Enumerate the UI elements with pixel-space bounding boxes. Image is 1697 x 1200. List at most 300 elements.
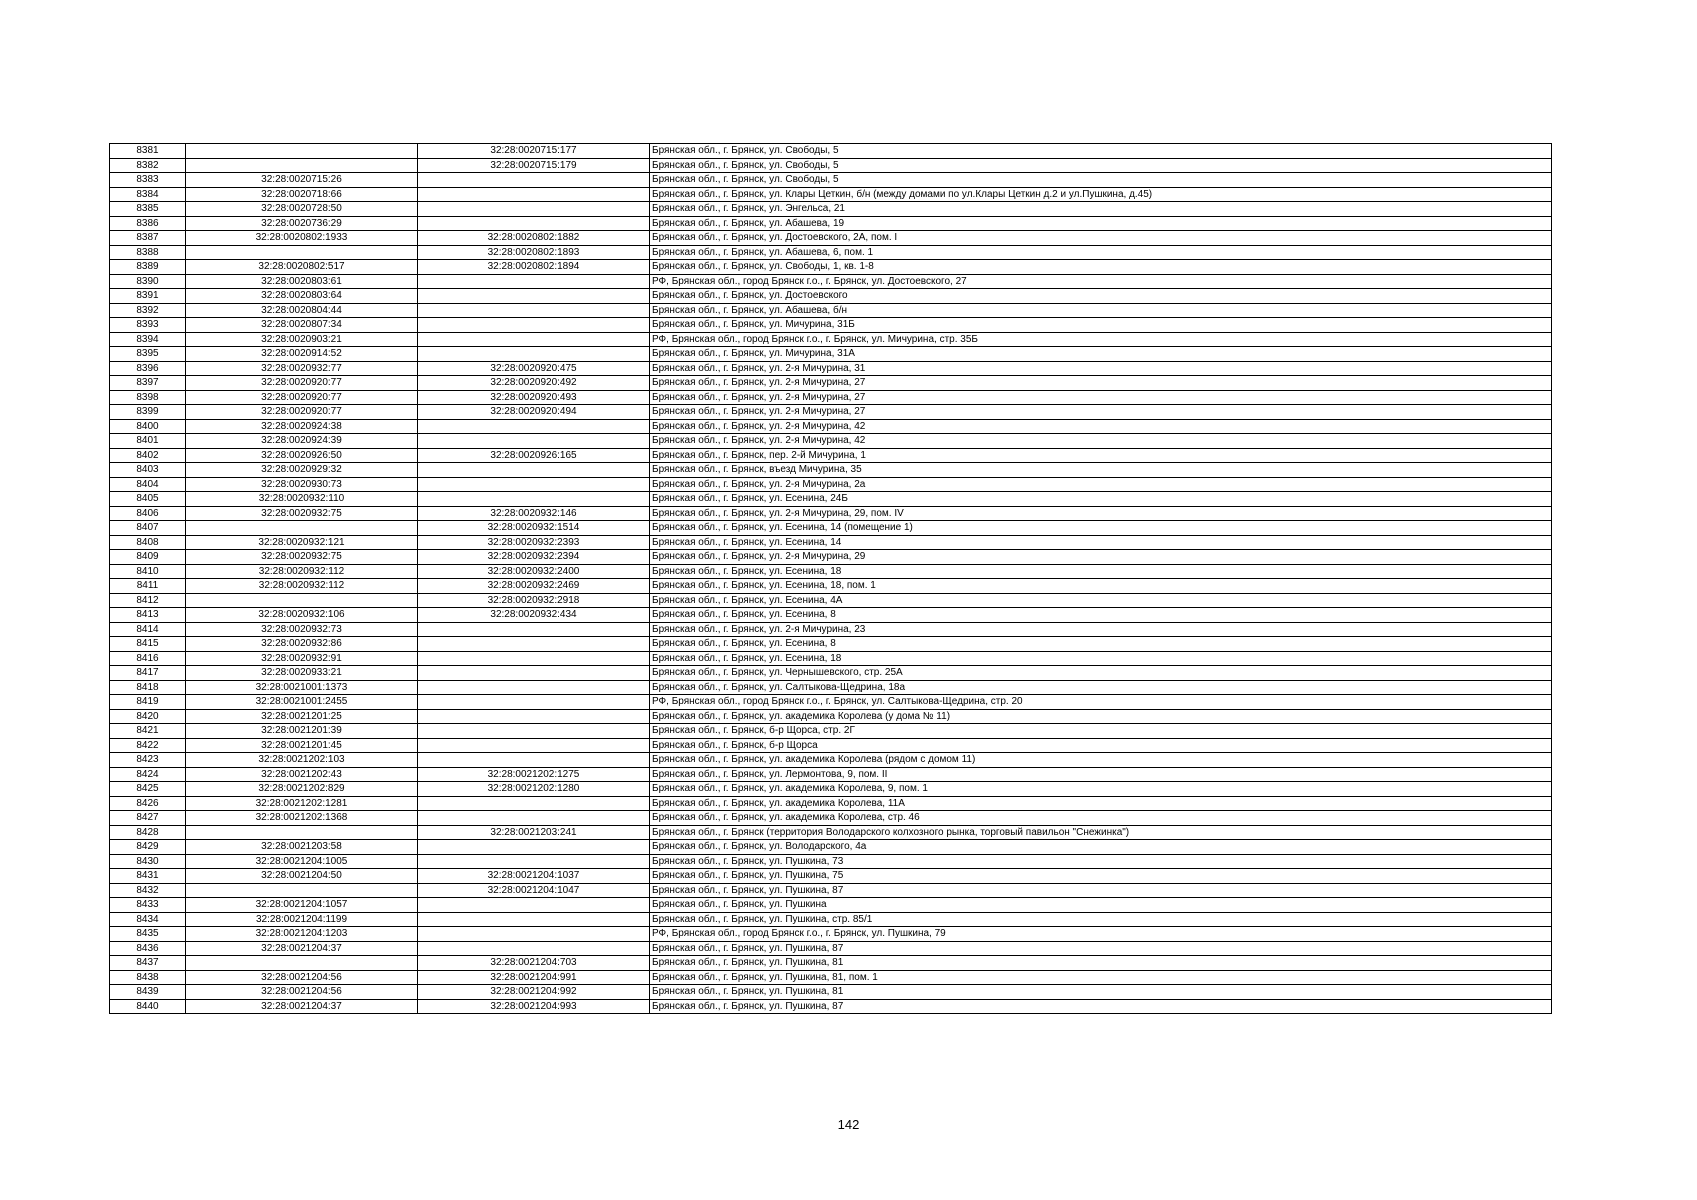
row-number-cell: 8408 bbox=[110, 535, 186, 550]
object-cadastral-number-cell bbox=[418, 173, 650, 188]
row-number-cell: 8419 bbox=[110, 695, 186, 710]
table-row bbox=[110, 666, 1552, 681]
address-cell: Брянская обл., г. Брянск, ул. Абашева, 6, пом. 1 bbox=[650, 245, 1552, 260]
table-row bbox=[110, 782, 1552, 797]
row-number-cell: 8392 bbox=[110, 303, 186, 318]
address-cell: Брянская обл., г. Брянск, ул. Есенина, 8 bbox=[650, 608, 1552, 623]
row-number-cell: 8415 bbox=[110, 637, 186, 652]
address-cell: Брянская обл., г. Брянск, ул. академика Королева (рядом с домом 11) bbox=[650, 753, 1552, 768]
row-number-cell: 8433 bbox=[110, 898, 186, 913]
row-number-cell: 8434 bbox=[110, 912, 186, 927]
table-row bbox=[110, 854, 1552, 869]
object-cadastral-number-cell: 32:28:0020932:1514 bbox=[418, 521, 650, 536]
row-number-cell: 8403 bbox=[110, 463, 186, 478]
object-cadastral-number-cell bbox=[418, 202, 650, 217]
table-row bbox=[110, 477, 1552, 492]
address-cell: Брянская обл., г. Брянск, ул. Есенина, 14 bbox=[650, 535, 1552, 550]
table-row bbox=[110, 535, 1552, 550]
land-cadastral-number-cell: 32:28:0020920:77 bbox=[186, 376, 418, 391]
land-cadastral-number-cell: 32:28:0020920:77 bbox=[186, 390, 418, 405]
address-cell: Брянская обл., г. Брянск, ул. Пушкина, 87 bbox=[650, 999, 1552, 1014]
land-cadastral-number-cell bbox=[186, 521, 418, 536]
object-cadastral-number-cell bbox=[418, 854, 650, 869]
land-cadastral-number-cell: 32:28:0020933:21 bbox=[186, 666, 418, 681]
object-cadastral-number-cell bbox=[418, 347, 650, 362]
object-cadastral-number-cell bbox=[418, 419, 650, 434]
land-cadastral-number-cell: 32:28:0020803:61 bbox=[186, 274, 418, 289]
land-cadastral-number-cell: 32:28:0020932:75 bbox=[186, 550, 418, 565]
table-row bbox=[110, 289, 1552, 304]
address-cell: Брянская обл., г. Брянск, ул. Есенина, 18 bbox=[650, 651, 1552, 666]
land-cadastral-number-cell: 32:28:0020932:77 bbox=[186, 361, 418, 376]
row-number-cell: 8427 bbox=[110, 811, 186, 826]
address-cell: Брянская обл., г. Брянск, ул. Пушкина bbox=[650, 898, 1552, 913]
row-number-cell: 8393 bbox=[110, 318, 186, 333]
table-row bbox=[110, 564, 1552, 579]
row-number-cell: 8409 bbox=[110, 550, 186, 565]
address-cell: Брянская обл., г. Брянск, ул. Достоевского bbox=[650, 289, 1552, 304]
object-cadastral-number-cell: 32:28:0021202:1275 bbox=[418, 767, 650, 782]
address-cell: Брянская обл., г. Брянск, ул. Есенина, 14 (помещение 1) bbox=[650, 521, 1552, 536]
table-row bbox=[110, 912, 1552, 927]
object-cadastral-number-cell: 32:28:0021203:241 bbox=[418, 825, 650, 840]
row-number-cell: 8426 bbox=[110, 796, 186, 811]
table-row bbox=[110, 318, 1552, 333]
object-cadastral-number-cell: 32:28:0020932:146 bbox=[418, 506, 650, 521]
address-cell: Брянская обл., г. Брянск, ул. 2-я Мичурина, 42 bbox=[650, 419, 1552, 434]
table-row bbox=[110, 260, 1552, 275]
table-row bbox=[110, 753, 1552, 768]
row-number-cell: 8414 bbox=[110, 622, 186, 637]
address-cell: Брянская обл., г. Брянск, ул. Достоевского, 2А, пом. I bbox=[650, 231, 1552, 246]
object-cadastral-number-cell: 32:28:0021204:1037 bbox=[418, 869, 650, 884]
address-cell: Брянская обл., г. Брянск, ул. Свободы, 5 bbox=[650, 144, 1552, 159]
land-cadastral-number-cell: 32:28:0020903:21 bbox=[186, 332, 418, 347]
object-cadastral-number-cell: 32:28:0020802:1882 bbox=[418, 231, 650, 246]
address-cell: РФ, Брянская обл., город Брянск г.о., г. Брянск, ул. Мичурина, стр. 35Б bbox=[650, 332, 1552, 347]
row-number-cell: 8430 bbox=[110, 854, 186, 869]
row-number-cell: 8435 bbox=[110, 927, 186, 942]
address-cell: Брянская обл., г. Брянск, ул. 2-я Мичурина, 42 bbox=[650, 434, 1552, 449]
table-row bbox=[110, 376, 1552, 391]
land-cadastral-number-cell: 32:28:0020932:106 bbox=[186, 608, 418, 623]
object-cadastral-number-cell: 32:28:0020715:179 bbox=[418, 158, 650, 173]
address-cell: Брянская обл., г. Брянск, б-р Щорса bbox=[650, 738, 1552, 753]
table-row bbox=[110, 347, 1552, 362]
object-cadastral-number-cell: 32:28:0020932:2918 bbox=[418, 593, 650, 608]
address-cell: Брянская обл., г. Брянск, б-р Щорса, стр. 2Г bbox=[650, 724, 1552, 739]
land-cadastral-number-cell: 32:28:0020715:26 bbox=[186, 173, 418, 188]
table-row bbox=[110, 840, 1552, 855]
land-cadastral-number-cell: 32:28:0021204:1199 bbox=[186, 912, 418, 927]
table-row bbox=[110, 390, 1552, 405]
object-cadastral-number-cell: 32:28:0020932:2393 bbox=[418, 535, 650, 550]
object-cadastral-number-cell: 32:28:0021204:993 bbox=[418, 999, 650, 1014]
row-number-cell: 8396 bbox=[110, 361, 186, 376]
registry-table-body bbox=[110, 144, 1552, 1014]
address-cell: Брянская обл., г. Брянск, пер. 2-й Мичурина, 1 bbox=[650, 448, 1552, 463]
address-cell: Брянская обл., г. Брянск, ул. 2-я Мичурина, 23 bbox=[650, 622, 1552, 637]
address-cell: Брянская обл., г. Брянск, ул. Есенина, 4А bbox=[650, 593, 1552, 608]
land-cadastral-number-cell: 32:28:0020932:121 bbox=[186, 535, 418, 550]
table-row bbox=[110, 593, 1552, 608]
object-cadastral-number-cell bbox=[418, 434, 650, 449]
object-cadastral-number-cell bbox=[418, 941, 650, 956]
object-cadastral-number-cell: 32:28:0020802:1894 bbox=[418, 260, 650, 275]
object-cadastral-number-cell bbox=[418, 840, 650, 855]
address-cell: Брянская обл., г. Брянск, ул. 2-я Мичурина, 29, пом. IV bbox=[650, 506, 1552, 521]
table-row bbox=[110, 361, 1552, 376]
object-cadastral-number-cell: 32:28:0020932:434 bbox=[418, 608, 650, 623]
table-row bbox=[110, 738, 1552, 753]
row-number-cell: 8417 bbox=[110, 666, 186, 681]
row-number-cell: 8424 bbox=[110, 767, 186, 782]
table-row bbox=[110, 521, 1552, 536]
table-row bbox=[110, 158, 1552, 173]
table-row bbox=[110, 637, 1552, 652]
address-cell: Брянская обл., г. Брянск, ул. Есенина, 18 bbox=[650, 564, 1552, 579]
land-cadastral-number-cell: 32:28:0021202:1368 bbox=[186, 811, 418, 826]
address-cell: Брянская обл., г. Брянск, ул. 2-я Мичурина, 29 bbox=[650, 550, 1552, 565]
land-cadastral-number-cell bbox=[186, 825, 418, 840]
table-row bbox=[110, 448, 1552, 463]
object-cadastral-number-cell: 32:28:0021204:703 bbox=[418, 956, 650, 971]
address-cell: Брянская обл., г. Брянск, ул. 2-я Мичурина, 27 bbox=[650, 376, 1552, 391]
row-number-cell: 8412 bbox=[110, 593, 186, 608]
row-number-cell: 8420 bbox=[110, 709, 186, 724]
land-cadastral-number-cell: 32:28:0020932:112 bbox=[186, 564, 418, 579]
land-cadastral-number-cell: 32:28:0021202:1281 bbox=[186, 796, 418, 811]
table-row bbox=[110, 985, 1552, 1000]
land-cadastral-number-cell: 32:28:0021204:50 bbox=[186, 869, 418, 884]
object-cadastral-number-cell: 32:28:0020932:2400 bbox=[418, 564, 650, 579]
object-cadastral-number-cell bbox=[418, 274, 650, 289]
row-number-cell: 8439 bbox=[110, 985, 186, 1000]
object-cadastral-number-cell bbox=[418, 492, 650, 507]
address-cell: Брянская обл., г. Брянск, ул. 2-я Мичурина, 27 bbox=[650, 405, 1552, 420]
table-row bbox=[110, 144, 1552, 159]
table-row bbox=[110, 216, 1552, 231]
land-cadastral-number-cell: 32:28:0020807:34 bbox=[186, 318, 418, 333]
object-cadastral-number-cell bbox=[418, 680, 650, 695]
land-cadastral-number-cell: 32:28:0020920:77 bbox=[186, 405, 418, 420]
table-row bbox=[110, 680, 1552, 695]
address-cell: Брянская обл., г. Брянск, ул. Володарского, 4а bbox=[650, 840, 1552, 855]
object-cadastral-number-cell: 32:28:0020932:2469 bbox=[418, 579, 650, 594]
table-row bbox=[110, 811, 1552, 826]
object-cadastral-number-cell bbox=[418, 289, 650, 304]
land-cadastral-number-cell: 32:28:0020932:73 bbox=[186, 622, 418, 637]
object-cadastral-number-cell bbox=[418, 216, 650, 231]
object-cadastral-number-cell: 32:28:0021204:992 bbox=[418, 985, 650, 1000]
row-number-cell: 8413 bbox=[110, 608, 186, 623]
object-cadastral-number-cell bbox=[418, 796, 650, 811]
address-cell: Брянская обл., г. Брянск, ул. Пушкина, стр. 85/1 bbox=[650, 912, 1552, 927]
object-cadastral-number-cell: 32:28:0020920:494 bbox=[418, 405, 650, 420]
land-cadastral-number-cell: 32:28:0020932:75 bbox=[186, 506, 418, 521]
row-number-cell: 8405 bbox=[110, 492, 186, 507]
object-cadastral-number-cell: 32:28:0020932:2394 bbox=[418, 550, 650, 565]
table-row bbox=[110, 303, 1552, 318]
table-row bbox=[110, 941, 1552, 956]
land-cadastral-number-cell: 32:28:0021204:1203 bbox=[186, 927, 418, 942]
row-number-cell: 8397 bbox=[110, 376, 186, 391]
land-cadastral-number-cell bbox=[186, 158, 418, 173]
table-row bbox=[110, 506, 1552, 521]
land-cadastral-number-cell: 32:28:0021202:43 bbox=[186, 767, 418, 782]
land-cadastral-number-cell bbox=[186, 144, 418, 159]
object-cadastral-number-cell: 32:28:0021204:1047 bbox=[418, 883, 650, 898]
table-row bbox=[110, 332, 1552, 347]
address-cell: РФ, Брянская обл., город Брянск г.о., г. Брянск, ул. Достоевского, 27 bbox=[650, 274, 1552, 289]
table-row bbox=[110, 434, 1552, 449]
object-cadastral-number-cell bbox=[418, 912, 650, 927]
land-cadastral-number-cell: 32:28:0020736:29 bbox=[186, 216, 418, 231]
object-cadastral-number-cell bbox=[418, 332, 650, 347]
registry-table bbox=[109, 143, 1552, 1014]
land-cadastral-number-cell: 32:28:0021202:829 bbox=[186, 782, 418, 797]
object-cadastral-number-cell bbox=[418, 318, 650, 333]
object-cadastral-number-cell bbox=[418, 651, 650, 666]
address-cell: Брянская обл., г. Брянск, ул. 2-я Мичурина, 2а bbox=[650, 477, 1552, 492]
address-cell: Брянская обл., г. Брянск, ул. Пушкина, 81, пом. 1 bbox=[650, 970, 1552, 985]
object-cadastral-number-cell: 32:28:0020926:165 bbox=[418, 448, 650, 463]
object-cadastral-number-cell bbox=[418, 724, 650, 739]
land-cadastral-number-cell: 32:28:0020932:86 bbox=[186, 637, 418, 652]
land-cadastral-number-cell: 32:28:0021201:25 bbox=[186, 709, 418, 724]
land-cadastral-number-cell: 32:28:0020728:50 bbox=[186, 202, 418, 217]
row-number-cell: 8406 bbox=[110, 506, 186, 521]
row-number-cell: 8381 bbox=[110, 144, 186, 159]
land-cadastral-number-cell: 32:28:0021204:1005 bbox=[186, 854, 418, 869]
row-number-cell: 8384 bbox=[110, 187, 186, 202]
table-row bbox=[110, 767, 1552, 782]
address-cell: Брянская обл., г. Брянск, ул. Салтыкова-Щедрина, 18а bbox=[650, 680, 1552, 695]
land-cadastral-number-cell bbox=[186, 883, 418, 898]
row-number-cell: 8432 bbox=[110, 883, 186, 898]
table-row bbox=[110, 173, 1552, 188]
land-cadastral-number-cell: 32:28:0020802:517 bbox=[186, 260, 418, 275]
land-cadastral-number-cell: 32:28:0020802:1933 bbox=[186, 231, 418, 246]
row-number-cell: 8401 bbox=[110, 434, 186, 449]
row-number-cell: 8422 bbox=[110, 738, 186, 753]
address-cell: РФ, Брянская обл., город Брянск г.о., г. Брянск, ул. Пушкина, 79 bbox=[650, 927, 1552, 942]
land-cadastral-number-cell: 32:28:0021001:2455 bbox=[186, 695, 418, 710]
table-row bbox=[110, 883, 1552, 898]
row-number-cell: 8436 bbox=[110, 941, 186, 956]
object-cadastral-number-cell bbox=[418, 463, 650, 478]
object-cadastral-number-cell bbox=[418, 709, 650, 724]
object-cadastral-number-cell: 32:28:0020920:475 bbox=[418, 361, 650, 376]
table-row bbox=[110, 419, 1552, 434]
row-number-cell: 8387 bbox=[110, 231, 186, 246]
address-cell: Брянская обл., г. Брянск, ул. 2-я Мичурина, 27 bbox=[650, 390, 1552, 405]
table-row bbox=[110, 825, 1552, 840]
row-number-cell: 8400 bbox=[110, 419, 186, 434]
address-cell: Брянская обл., г. Брянск, ул. Пушкина, 87 bbox=[650, 941, 1552, 956]
address-cell: Брянская обл., г. Брянск, ул. академика Королева (у дома № 11) bbox=[650, 709, 1552, 724]
row-number-cell: 8437 bbox=[110, 956, 186, 971]
land-cadastral-number-cell: 32:28:0020926:50 bbox=[186, 448, 418, 463]
row-number-cell: 8395 bbox=[110, 347, 186, 362]
table-row bbox=[110, 622, 1552, 637]
row-number-cell: 8428 bbox=[110, 825, 186, 840]
table-row bbox=[110, 202, 1552, 217]
land-cadastral-number-cell bbox=[186, 956, 418, 971]
address-cell: Брянская обл., г. Брянск, ул. Чернышевского, стр. 25А bbox=[650, 666, 1552, 681]
land-cadastral-number-cell: 32:28:0021201:39 bbox=[186, 724, 418, 739]
land-cadastral-number-cell: 32:28:0021204:56 bbox=[186, 985, 418, 1000]
object-cadastral-number-cell bbox=[418, 738, 650, 753]
address-cell: Брянская обл., г. Брянск, въезд Мичурина, 35 bbox=[650, 463, 1552, 478]
row-number-cell: 8440 bbox=[110, 999, 186, 1014]
address-cell: Брянская обл., г. Брянск, ул. Свободы, 5 bbox=[650, 173, 1552, 188]
object-cadastral-number-cell bbox=[418, 477, 650, 492]
address-cell: Брянская обл., г. Брянск, ул. Пушкина, 87 bbox=[650, 883, 1552, 898]
table-row bbox=[110, 869, 1552, 884]
land-cadastral-number-cell: 32:28:0020718:66 bbox=[186, 187, 418, 202]
object-cadastral-number-cell bbox=[418, 695, 650, 710]
table-row bbox=[110, 231, 1552, 246]
land-cadastral-number-cell: 32:28:0020914:52 bbox=[186, 347, 418, 362]
address-cell: Брянская обл., г. Брянск, ул. академика Королева, стр. 46 bbox=[650, 811, 1552, 826]
address-cell: Брянская обл., г. Брянск, ул. Есенина, 18, пом. 1 bbox=[650, 579, 1552, 594]
row-number-cell: 8394 bbox=[110, 332, 186, 347]
row-number-cell: 8407 bbox=[110, 521, 186, 536]
table-row bbox=[110, 550, 1552, 565]
address-cell: Брянская обл., г. Брянск, ул. Абашева, б/н bbox=[650, 303, 1552, 318]
table-row bbox=[110, 245, 1552, 260]
address-cell: Брянская обл., г. Брянск, ул. Мичурина, 31Б bbox=[650, 318, 1552, 333]
land-cadastral-number-cell: 32:28:0021202:103 bbox=[186, 753, 418, 768]
address-cell: Брянская обл., г. Брянск, ул. Абашева, 19 bbox=[650, 216, 1552, 231]
table-row bbox=[110, 898, 1552, 913]
land-cadastral-number-cell: 32:28:0021203:58 bbox=[186, 840, 418, 855]
address-cell: Брянская обл., г. Брянск, ул. Пушкина, 81 bbox=[650, 956, 1552, 971]
land-cadastral-number-cell: 32:28:0020932:91 bbox=[186, 651, 418, 666]
land-cadastral-number-cell: 32:28:0020924:39 bbox=[186, 434, 418, 449]
object-cadastral-number-cell bbox=[418, 637, 650, 652]
table-row bbox=[110, 579, 1552, 594]
object-cadastral-number-cell bbox=[418, 898, 650, 913]
land-cadastral-number-cell: 32:28:0020932:112 bbox=[186, 579, 418, 594]
page-number: 142 bbox=[837, 1117, 860, 1132]
row-number-cell: 8402 bbox=[110, 448, 186, 463]
land-cadastral-number-cell: 32:28:0021001:1373 bbox=[186, 680, 418, 695]
table-row bbox=[110, 274, 1552, 289]
address-cell: Брянская обл., г. Брянск, ул. Мичурина, 31А bbox=[650, 347, 1552, 362]
row-number-cell: 8425 bbox=[110, 782, 186, 797]
row-number-cell: 8404 bbox=[110, 477, 186, 492]
row-number-cell: 8389 bbox=[110, 260, 186, 275]
land-cadastral-number-cell: 32:28:0021204:37 bbox=[186, 999, 418, 1014]
object-cadastral-number-cell bbox=[418, 666, 650, 681]
object-cadastral-number-cell: 32:28:0021202:1280 bbox=[418, 782, 650, 797]
land-cadastral-number-cell: 32:28:0020924:38 bbox=[186, 419, 418, 434]
table-row bbox=[110, 956, 1552, 971]
land-cadastral-number-cell: 32:28:0021204:56 bbox=[186, 970, 418, 985]
address-cell: Брянская обл., г. Брянск, ул. Свободы, 5 bbox=[650, 158, 1552, 173]
object-cadastral-number-cell bbox=[418, 303, 650, 318]
row-number-cell: 8410 bbox=[110, 564, 186, 579]
table-row bbox=[110, 970, 1552, 985]
table-row bbox=[110, 651, 1552, 666]
land-cadastral-number-cell: 32:28:0020930:73 bbox=[186, 477, 418, 492]
land-cadastral-number-cell bbox=[186, 593, 418, 608]
row-number-cell: 8383 bbox=[110, 173, 186, 188]
table-row bbox=[110, 463, 1552, 478]
row-number-cell: 8391 bbox=[110, 289, 186, 304]
object-cadastral-number-cell bbox=[418, 622, 650, 637]
land-cadastral-number-cell: 32:28:0021204:1057 bbox=[186, 898, 418, 913]
object-cadastral-number-cell bbox=[418, 927, 650, 942]
table-row bbox=[110, 709, 1552, 724]
table-row bbox=[110, 927, 1552, 942]
row-number-cell: 8421 bbox=[110, 724, 186, 739]
address-cell: Брянская обл., г. Брянск, ул. Клары Цеткин, б/н (между домами по ул.Клары Цеткин д.2 и ул.Пушкина, д.45) bbox=[650, 187, 1552, 202]
land-cadastral-number-cell: 32:28:0020932:110 bbox=[186, 492, 418, 507]
object-cadastral-number-cell bbox=[418, 187, 650, 202]
land-cadastral-number-cell: 32:28:0020929:32 bbox=[186, 463, 418, 478]
object-cadastral-number-cell: 32:28:0020802:1893 bbox=[418, 245, 650, 260]
address-cell: Брянская обл., г. Брянск, ул. Энгельса, 21 bbox=[650, 202, 1552, 217]
row-number-cell: 8429 bbox=[110, 840, 186, 855]
row-number-cell: 8386 bbox=[110, 216, 186, 231]
row-number-cell: 8398 bbox=[110, 390, 186, 405]
address-cell: Брянская обл., г. Брянск, ул. Лермонтова, 9, пом. II bbox=[650, 767, 1552, 782]
address-cell: Брянская обл., г. Брянск (территория Володарского колхозного рынка, торговый павильон "Снежинка") bbox=[650, 825, 1552, 840]
table-row bbox=[110, 695, 1552, 710]
address-cell: Брянская обл., г. Брянск, ул. академика Королева, 9, пом. 1 bbox=[650, 782, 1552, 797]
address-cell: Брянская обл., г. Брянск, ул. Пушкина, 81 bbox=[650, 985, 1552, 1000]
land-cadastral-number-cell: 32:28:0021201:45 bbox=[186, 738, 418, 753]
address-cell: Брянская обл., г. Брянск, ул. Есенина, 8 bbox=[650, 637, 1552, 652]
address-cell: Брянская обл., г. Брянск, ул. академика Королева, 11А bbox=[650, 796, 1552, 811]
row-number-cell: 8411 bbox=[110, 579, 186, 594]
row-number-cell: 8390 bbox=[110, 274, 186, 289]
row-number-cell: 8385 bbox=[110, 202, 186, 217]
object-cadastral-number-cell: 32:28:0020920:492 bbox=[418, 376, 650, 391]
row-number-cell: 8423 bbox=[110, 753, 186, 768]
land-cadastral-number-cell: 32:28:0020803:64 bbox=[186, 289, 418, 304]
address-cell: Брянская обл., г. Брянск, ул. Есенина, 24Б bbox=[650, 492, 1552, 507]
table-row bbox=[110, 405, 1552, 420]
row-number-cell: 8388 bbox=[110, 245, 186, 260]
row-number-cell: 8418 bbox=[110, 680, 186, 695]
object-cadastral-number-cell: 32:28:0020715:177 bbox=[418, 144, 650, 159]
address-cell: РФ, Брянская обл., город Брянск г.о., г. Брянск, ул. Салтыкова-Щедрина, стр. 20 bbox=[650, 695, 1552, 710]
object-cadastral-number-cell: 32:28:0020920:493 bbox=[418, 390, 650, 405]
object-cadastral-number-cell bbox=[418, 753, 650, 768]
address-cell: Брянская обл., г. Брянск, ул. 2-я Мичурина, 31 bbox=[650, 361, 1552, 376]
land-cadastral-number-cell: 32:28:0020804:44 bbox=[186, 303, 418, 318]
table-row bbox=[110, 796, 1552, 811]
address-cell: Брянская обл., г. Брянск, ул. Свободы, 1, кв. 1-8 bbox=[650, 260, 1552, 275]
table-row bbox=[110, 999, 1552, 1014]
address-cell: Брянская обл., г. Брянск, ул. Пушкина, 75 bbox=[650, 869, 1552, 884]
object-cadastral-number-cell bbox=[418, 811, 650, 826]
land-cadastral-number-cell: 32:28:0021204:37 bbox=[186, 941, 418, 956]
table-row bbox=[110, 608, 1552, 623]
row-number-cell: 8438 bbox=[110, 970, 186, 985]
table-row bbox=[110, 187, 1552, 202]
row-number-cell: 8382 bbox=[110, 158, 186, 173]
row-number-cell: 8399 bbox=[110, 405, 186, 420]
row-number-cell: 8431 bbox=[110, 869, 186, 884]
table-row bbox=[110, 724, 1552, 739]
object-cadastral-number-cell: 32:28:0021204:991 bbox=[418, 970, 650, 985]
table-row bbox=[110, 492, 1552, 507]
